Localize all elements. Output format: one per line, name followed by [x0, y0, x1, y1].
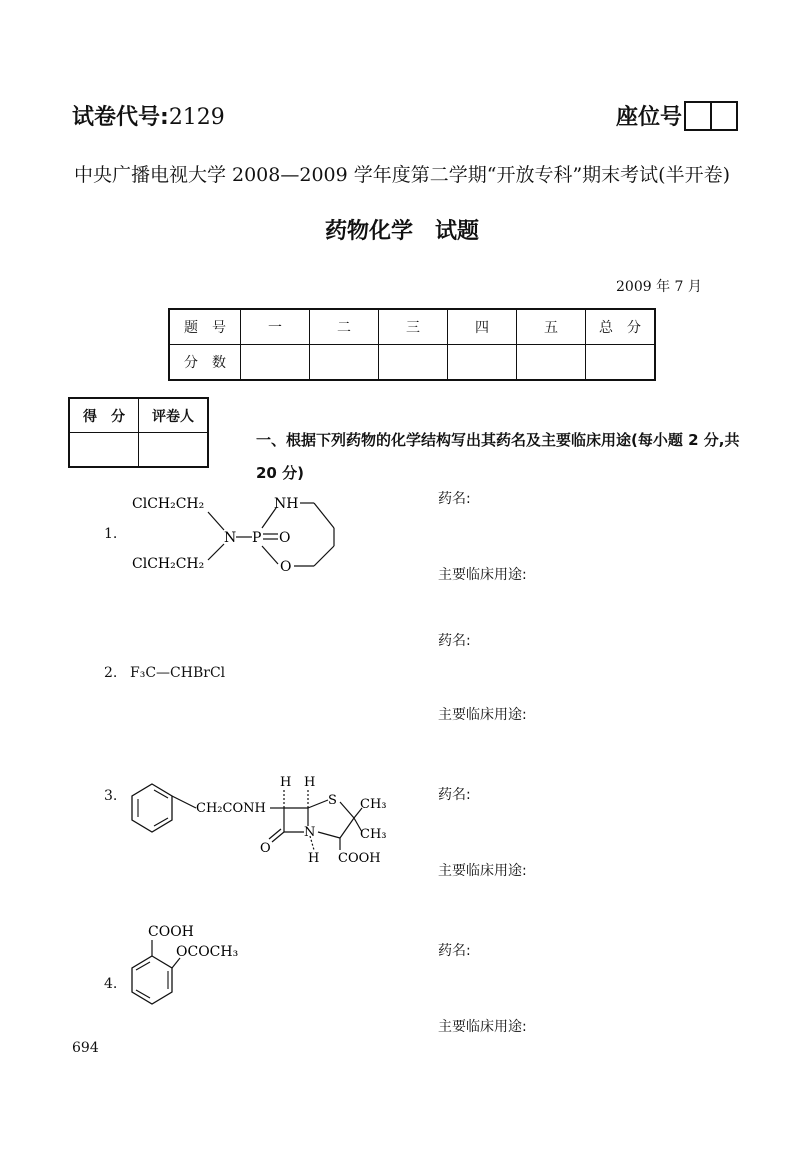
score-table-row-label: 分 数 [169, 345, 241, 381]
score-table-score-row [169, 345, 655, 381]
question-2-number: 2. [104, 665, 118, 681]
structure-text: H [308, 851, 320, 866]
section-1-title: 一、根据下列药物的化学结构写出其药名及主要临床用途(每小题 2 分,共 20 分) [256, 431, 740, 482]
question-1-usage-label: 主要临床用途: [438, 567, 527, 583]
seat-number [616, 100, 738, 131]
question-2-formula: F₃C—CHBrCl [130, 665, 226, 681]
exam-title: 中央广播电视大学 2008—2009 学年度第二学期“开放专科”期末考试(半开卷) [73, 164, 731, 186]
structure-text: CH₃ [360, 797, 387, 812]
structure-text: S [328, 793, 337, 808]
grader-table [68, 397, 209, 468]
structure-text: COOH [148, 924, 194, 940]
exam-date: 2009 年 7 月 [616, 279, 702, 295]
score-table [168, 308, 656, 381]
structure-text: O [279, 530, 291, 546]
question-4-number: 4. [104, 976, 118, 992]
score-cell [517, 345, 586, 381]
structure-text: O [280, 559, 292, 575]
question-3-usage-label: 主要临床用途: [438, 863, 527, 879]
grader-name-cell [139, 433, 209, 468]
score-table-column: 二 [310, 309, 379, 345]
score-cell [448, 345, 517, 381]
question-1-number: 1. [104, 526, 118, 542]
score-table-column: 四 [448, 309, 517, 345]
structure-text: COOH [338, 851, 381, 866]
structure-text: CH₃ [360, 827, 387, 842]
score-table-header-row [169, 309, 655, 345]
structure-text: ClCH₂CH₂ [132, 496, 205, 512]
exam-code-value: 2129 [168, 105, 225, 130]
question-2-usage-label: 主要临床用途: [438, 707, 527, 723]
question-3-number: 3. [104, 788, 118, 804]
score-table-column: 一 [241, 309, 310, 345]
score-table-column: 三 [379, 309, 448, 345]
question-3-drug-name-label: 药名: [438, 787, 471, 803]
structure-text: OCOCH₃ [176, 944, 239, 960]
structure-text: N [304, 825, 316, 840]
question-4-usage-label: 主要临床用途: [438, 1019, 527, 1035]
seat-number-box [684, 101, 738, 131]
exam-code-label: 试卷代号: [72, 105, 169, 130]
score-table-column: 总 分 [586, 309, 656, 345]
structure-text: N [224, 530, 237, 546]
subject-title: 药物化学 试题 [324, 219, 479, 244]
grader-name-label: 评卷人 [139, 398, 209, 433]
score-table-row-label: 题 号 [169, 309, 241, 345]
exam-code [72, 100, 225, 131]
structure-text: H [304, 775, 316, 790]
structure-text: O [260, 841, 271, 856]
question-4-drug-name-label: 药名: [438, 943, 471, 959]
score-table-column: 五 [517, 309, 586, 345]
structure-text: NH [274, 496, 299, 512]
score-cell [586, 345, 656, 381]
seat-number-label: 座位号 [616, 105, 683, 130]
score-cell [379, 345, 448, 381]
structure-text: H [280, 775, 292, 790]
structure-text: CH₂CONH [196, 801, 266, 816]
question-3-structure [124, 770, 404, 870]
question-1-drug-name-label: 药名: [438, 491, 471, 507]
question-1-structure [128, 488, 348, 578]
score-cell [241, 345, 310, 381]
structure-text: ClCH₂CH₂ [132, 556, 205, 572]
question-4-structure [124, 920, 284, 1012]
score-cell [310, 345, 379, 381]
structure-text: P [252, 530, 262, 546]
grader-score-label: 得 分 [69, 398, 139, 433]
question-2-drug-name-label: 药名: [438, 633, 471, 649]
grader-score-cell [69, 433, 139, 468]
page-number: 694 [72, 1040, 99, 1056]
